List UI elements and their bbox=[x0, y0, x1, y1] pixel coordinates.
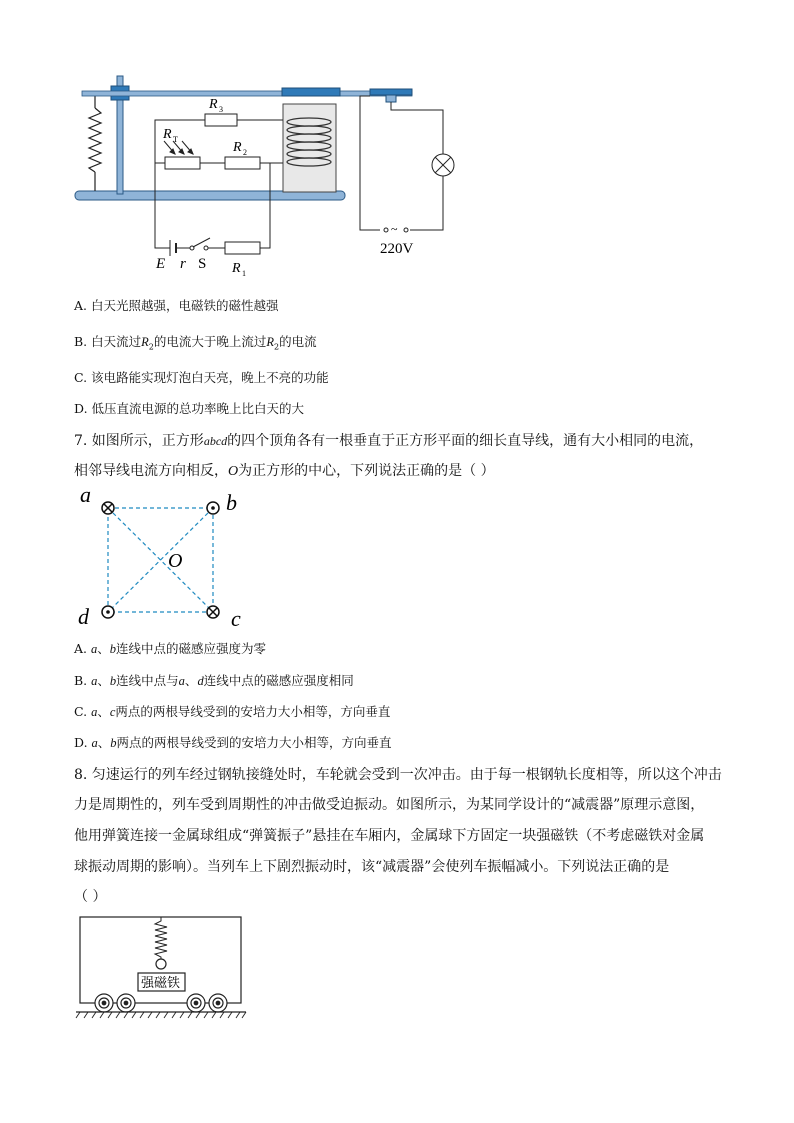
svg-text:3: 3 bbox=[219, 105, 223, 114]
q7-option-d: D. a、b两点的两根导线受到的安培力大小相等，方向垂直 bbox=[74, 735, 392, 750]
q7-option-b: B. a、b连线中点与a、d连线中点的磁感应强度相同 bbox=[74, 673, 354, 688]
wire-a-into-icon bbox=[102, 502, 114, 514]
metal-ball-icon bbox=[156, 959, 166, 969]
resistor-r2 bbox=[225, 157, 260, 169]
wire-d-out-icon bbox=[102, 606, 114, 618]
label-d: d bbox=[78, 604, 89, 629]
wire-b-out-icon bbox=[207, 502, 219, 514]
relay-circuit-diagram bbox=[0, 0, 794, 300]
rt-label: R bbox=[163, 127, 172, 142]
q8-stem-line3: 他用弹簧连接一金属球组成“弹簧振子”悬挂在车厢内，金属球下方固定一块强磁铁（不考虑磁铁对金属 bbox=[74, 828, 705, 844]
ac-symbol: ~ bbox=[391, 222, 398, 236]
emf-label: E bbox=[156, 256, 166, 272]
q8-stem-line4: 球振动周期的影响）。当列车上下剧烈振动时，该“减震器”会使列车振幅减小。下列说法正确的是 bbox=[74, 859, 670, 875]
switch-icon bbox=[190, 238, 210, 250]
wire-c-into-icon bbox=[207, 606, 219, 618]
svg-text:1: 1 bbox=[242, 269, 246, 278]
resistor-r1 bbox=[225, 242, 260, 254]
square-wires-diagram bbox=[0, 480, 794, 630]
r3-label: R bbox=[209, 97, 218, 112]
train-damper-diagram bbox=[0, 905, 794, 1025]
q7-option-c: C. a、c两点的两根导线受到的安培力大小相等，方向垂直 bbox=[74, 704, 391, 719]
internal-resistance-label: r bbox=[180, 256, 186, 272]
lever-arm bbox=[82, 91, 412, 96]
q6-option-a: A. 白天光照越强，电磁铁的磁性越强 bbox=[74, 298, 279, 313]
photoresistor-rt bbox=[165, 157, 200, 169]
r1-label: R bbox=[232, 261, 241, 276]
r2-label: R bbox=[233, 140, 242, 155]
q8-stem-line1: 8. 匀速运行的列车经过钢轨接缝处时，车轮就会受到一次冲击。由于每一根钢轨长度相等，所以这个冲击 bbox=[74, 767, 722, 783]
switch-label: S bbox=[198, 256, 207, 272]
q7-stem-line1: 7. 如图所示，正方形abcd的四个顶角各有一根垂直于正方形平面的细长直导线，通有大小相同的电流， bbox=[74, 433, 704, 449]
q6-option-d: D. 低压直流电源的总功率晚上比白天的大 bbox=[74, 401, 305, 416]
svg-text:2: 2 bbox=[243, 148, 247, 157]
q6-option-b: B. 白天流过$R_2$的电流大于晚上流过$R_2$的电流 bbox=[74, 334, 317, 352]
magnet-label: 强磁铁 bbox=[141, 976, 181, 991]
label-c: c bbox=[231, 606, 241, 631]
svg-text:T: T bbox=[173, 135, 178, 144]
label-a: a bbox=[80, 482, 91, 507]
q8-stem-line5: （ ） bbox=[74, 889, 107, 905]
q8-stem-line2: 力是周期性的，列车受到周期性的冲击做受迫振动。如图所示，为某同学设计的“减震器”原理示意图， bbox=[74, 797, 705, 813]
q7-stem-line2: 相邻导线电流方向相反，O为正方形的中心，下列说法正确的是（ ） bbox=[74, 463, 495, 479]
label-o: O bbox=[168, 550, 183, 572]
voltage-label: 220V bbox=[380, 241, 414, 257]
q7-option-a: A. a、b连线中点的磁感应强度为零 bbox=[74, 641, 267, 656]
spring-icon bbox=[89, 108, 101, 172]
lamp-icon bbox=[432, 154, 454, 176]
resistor-r3 bbox=[205, 114, 237, 126]
q6-option-c: C. 该电路能实现灯泡白天亮，晚上不亮的功能 bbox=[74, 370, 329, 385]
light-arrows-icon bbox=[164, 141, 193, 154]
label-b: b bbox=[226, 490, 237, 515]
